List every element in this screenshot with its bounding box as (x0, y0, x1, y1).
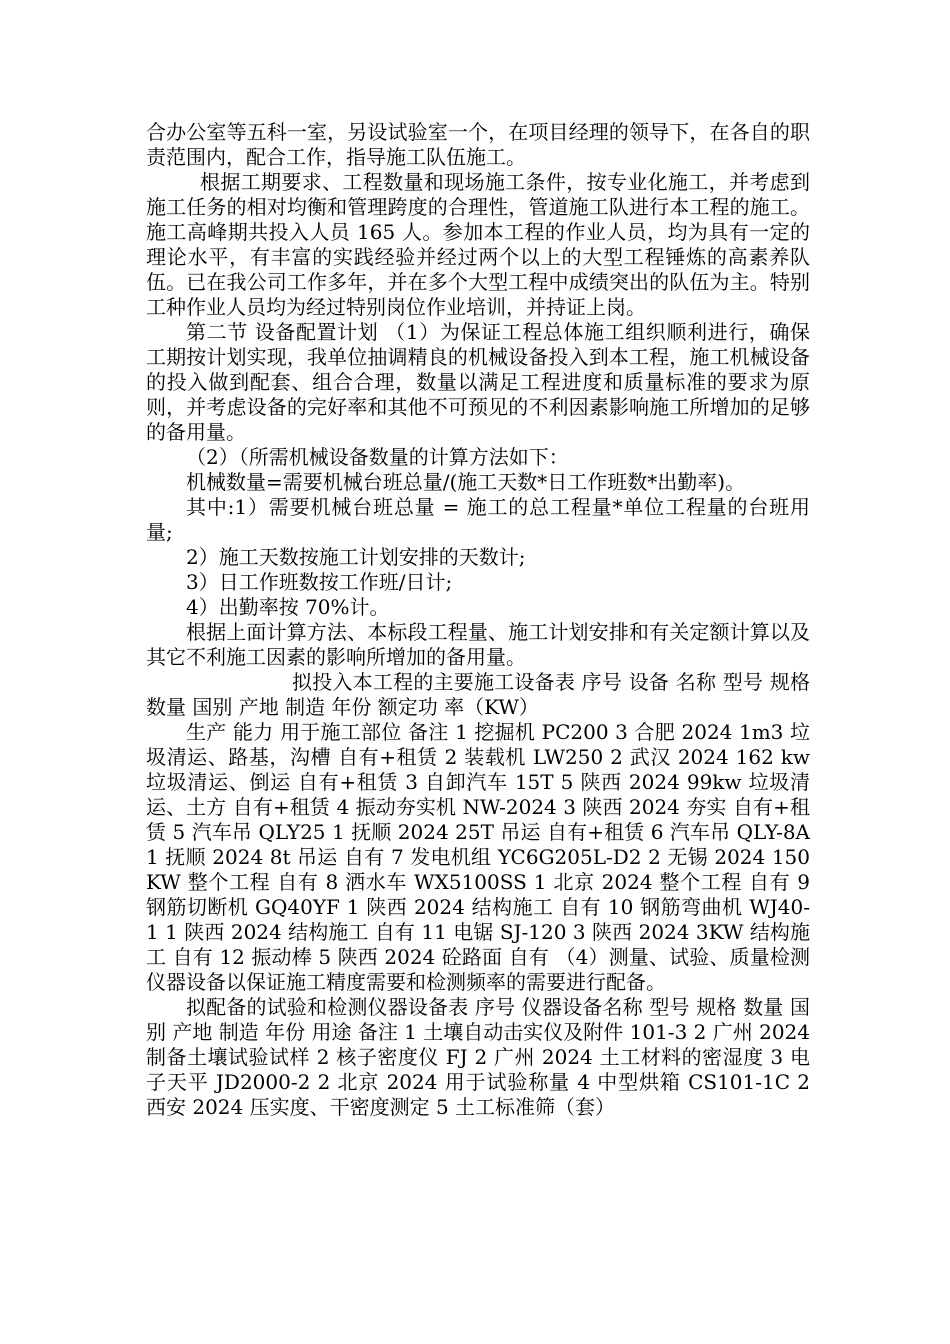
paragraph-equipment-table-body: 生产 能力 用于施工部位 备注 1 挖掘机 PC200 3 合肥 2024 1m3 垃圾清运、路基，沟槽 自有+租赁 2 装载机 LW250 2 武汉 2024 162 kw 垃圾清运、倒运 自有+租赁 3 自卸汽车 15T 5 陕西 2024 99kw 垃圾清运、土方 自有+租赁 4 振动夯实机 NW-2024 3 陕西 2024 夯实 自有+租赁 5 汽车吊 QLY25 1 抚顺 2024 25T 吊运 自有+租赁 6 汽车吊 QLY-8A 1 抚顺 2024 8t 吊运 自有 7 发电机组 YC6G205L-D2 2 无锡 2024 150KW 整个工程 自有 8 洒水车 WX5100SS 1 北京 2024 整个工程 自有 9 钢筋切断机 GQ40YF 1 陕西 2024 结构施工 自有 10 钢筋弯曲机 WJ40-1 1 陕西 2024 结构施工 自有 11 电锯 SJ-120 3 陕西 2024 3KW 结构施工 自有 12 振动棒 5 陕西 2024 砼路面 自有 （4）测量、试验、质量检测仪器设备以保证施工精度需要和检测频率的需要进行配备。 (146, 720, 810, 994)
paragraph-formula: 机械数量=需要机械台班总量/(施工天数*日工作班数*出勤率)。 (186, 470, 746, 494)
paragraph-staffing: 根据工期要求、工程数量和现场施工条件，按专业化施工，并考虑到施工任务的相对均衡和管理跨度的合理性，管道施工队进行本工程的施工。施工高峰期共投入人员 165 人。参加本工程的作业人员，均为具有一定的理论水平，有丰富的实践经验并经过两个以上的大型工程锤炼的高素养队伍。已在我公司工作多年，并在多个大型工程中成绩突出的队伍为主。特别工种作业人员均为经过特别岗位作业培训，并持证上岗。 (146, 170, 810, 319)
paragraph-formula-item-3: 3）日工作班数按工作班/日计; (186, 570, 453, 594)
paragraph-formula-item-2: 2）施工天数按施工计划安排的天数计; (186, 545, 526, 569)
paragraph-office-structure: 合办公室等五科一室，另设试验室一个，在项目经理的领导下，在各自的职责范围内，配合工作，指导施工队伍施工。 (146, 120, 810, 169)
paragraph-equipment-plan: 第二节 设备配置计划 （1）为保证工程总体施工组织顺利进行，确保工期按计划实现，我单位抽调精良的机械设备投入到本工程，施工机械设备的投入做到配套、组合合理，数量以满足工程进度和质量标准的要求为原则，并考虑设备的完好率和其他不可预见的不利因素影响施工所增加的足够的备用量。 (146, 320, 810, 444)
paragraph-reserve: 根据上面计算方法、本标段工程量、施工计划安排和有关定额计算以及其它不利施工因素的影响所增加的备用量。 (146, 620, 810, 669)
paragraph-calculation-intro: （2）（所需机械设备数量的计算方法如下： (186, 445, 569, 469)
paragraph-instrument-table: 拟配备的试验和检测仪器设备表 序号 仪器设备名称 型号 规格 数量 国别 产地 制造 年份 用途 备注 1 土壤自动击实仪及附件 101-3 2 广州 2024 制备土壤试验试样 2 核子密度仪 FJ 2 广州 2024 土工材料的密湿度 3 电子天平 JD2000-2 2 北京 2024 用于试验称量 4 中型烘箱 CS101-1C 2 西安 2024 压实度、干密度测定 5 土工标准筛（套） (146, 995, 810, 1119)
paragraph-formula-item-4: 4）出勤率按 70%计。 (186, 595, 390, 619)
document-page (146, 120, 810, 1120)
paragraph-formula-item-1: 其中:1）需要机械台班总量 = 施工的总工程量*单位工程量的台班用量; (146, 495, 810, 544)
paragraph-equipment-table-title: 拟投入本工程的主要施工设备表 序号 设备 名称 型号 规格 数量 国别 产地 制造 年份 额定功 率（KW） (146, 670, 810, 719)
